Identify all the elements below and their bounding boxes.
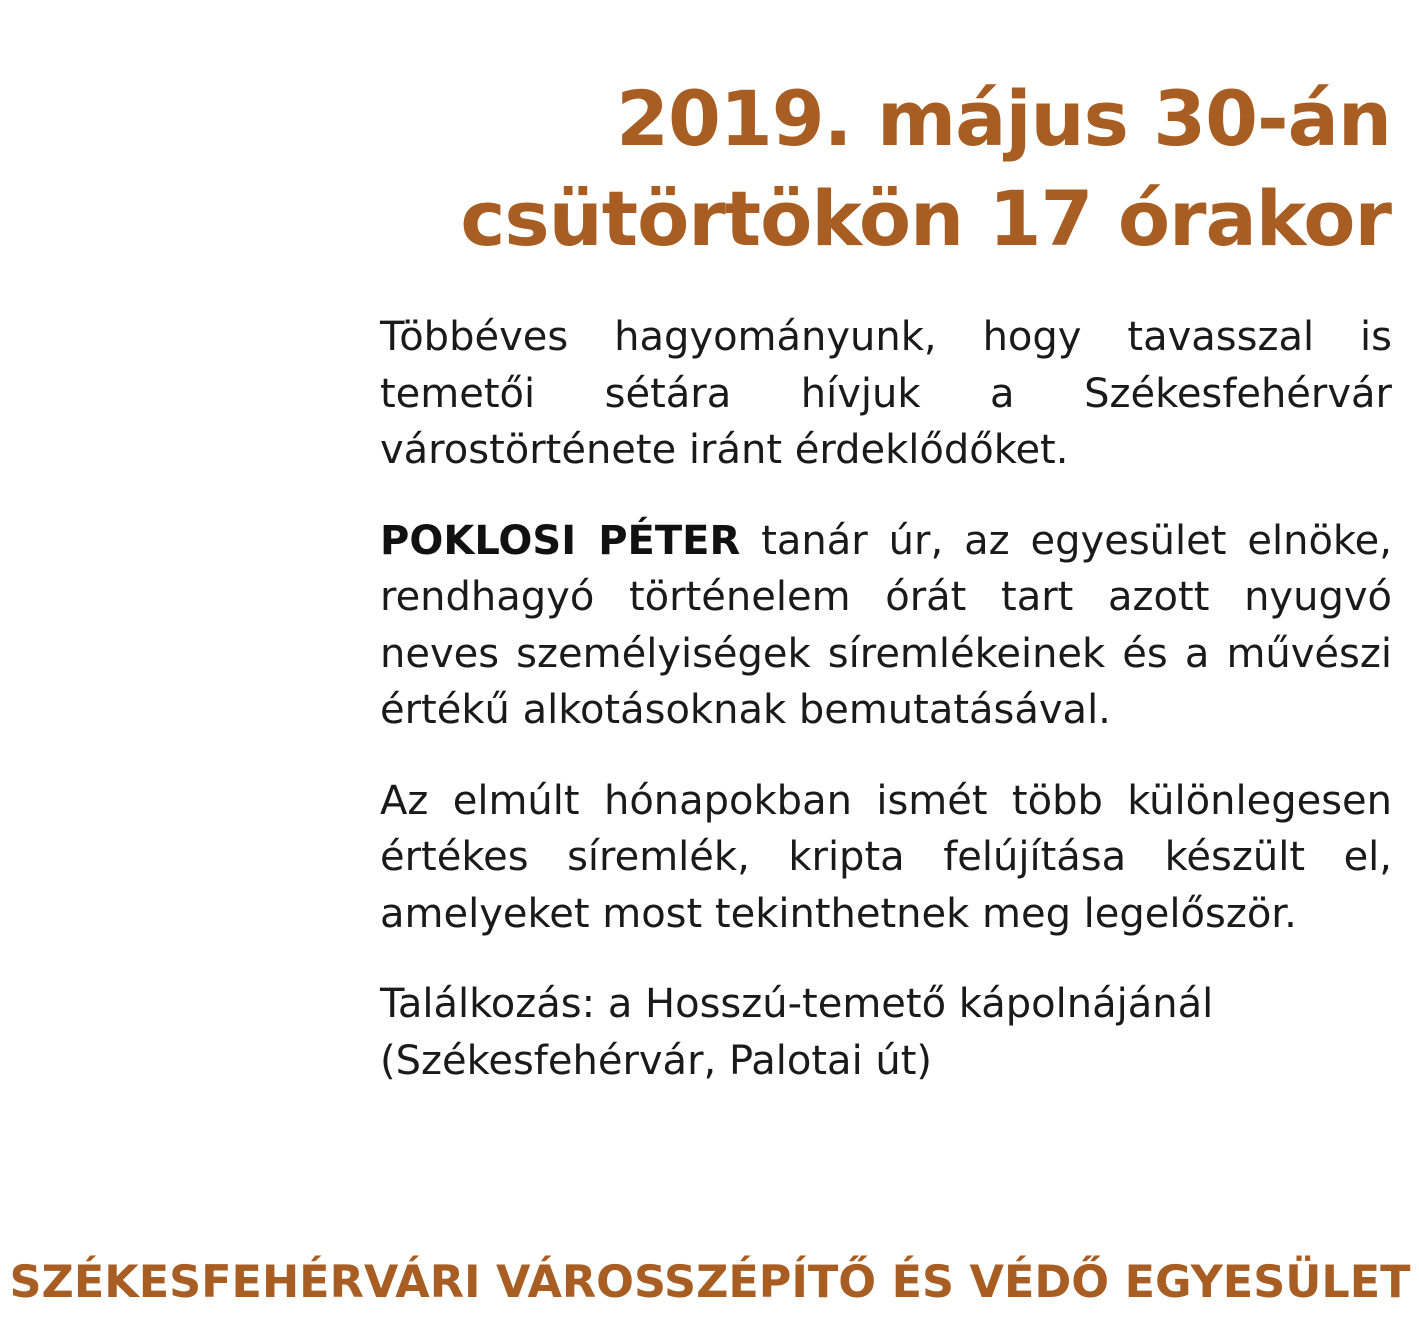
meeting-paragraph xyxy=(380,976,1392,1089)
intro-paragraph: Többéves hagyományunk, hogy tavasszal is temetői sétára hívjuk a Székesfehérvár várostörténete iránt érdeklődőket. xyxy=(380,314,1392,473)
speaker-description: tanár úr, az egyesület elnöke, rendhagyó történelem órát tart azott nyugvó neves személyiségek síremlékeinek és a művészi értékű alkotásoknak bemutatásával. xyxy=(380,517,1392,733)
organization-name: SZÉKESFEHÉRVÁRI VÁROSSZÉPÍTŐ ÉS VÉDŐ EGYESÜLET xyxy=(9,1257,1411,1308)
renovations-paragraph: Az elmúlt hónapokban ismét több különlegesen értékes síremlék, kripta felújítása készült el, amelyeket most tekinthetnek meg legelőször. xyxy=(380,777,1392,937)
speaker-paragraph xyxy=(380,513,1392,739)
speaker-name: POKLOSI PÉTER xyxy=(380,517,741,564)
event-date-headline xyxy=(391,69,1391,269)
meeting-place: Találkozás: a Hosszú-temető kápolnájánál xyxy=(380,981,1214,1027)
headline-date: 2019. május 30-án xyxy=(616,73,1391,163)
event-description xyxy=(380,309,1392,1123)
meeting-address: (Székesfehérvár, Palotai út) xyxy=(380,1037,933,1084)
headline-time: csütörtökön 17 órakor xyxy=(460,173,1391,263)
